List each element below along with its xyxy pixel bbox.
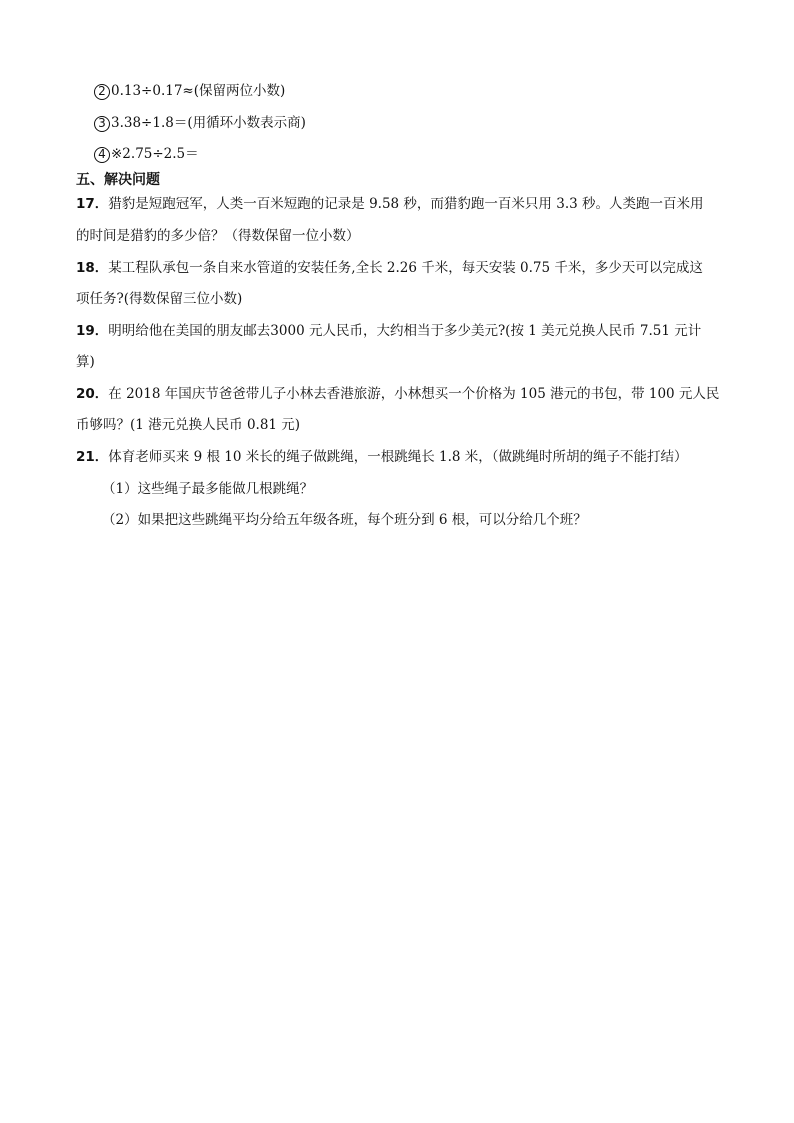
question-17-line-2: 的时间是猎豹的多少倍？（得数保留一位小数） [76, 228, 360, 244]
question-text: 猎豹是短跑冠军，人类一百米短跑的记录是 9.58 秒，而猎豹跑一百米只用 3.3 秒。人类跑一百米用 [108, 196, 704, 212]
question-text: 体育老师买来 9 根 10 米长的绳子做跳绳，一根跳绳长 1.8 米，（做跳绳时所胡的绳子不能打结） [108, 449, 688, 465]
question-20-line-2: 币够吗？(1 港元兑换人民币 0.81 元) [76, 417, 301, 433]
circled-number-3: 3 [94, 116, 110, 132]
question-text: 某工程队承包一条自来水管道的安装任务,全长 2.26 千米，每天安装 0.75 千米，多少天可以完成这 [108, 260, 703, 276]
question-17-line-1 [76, 195, 704, 213]
question-19-line-2: 算) [76, 354, 95, 370]
sub-item-text: 3.38÷1.8＝(用循环小数表示商) [111, 115, 306, 131]
question-number: 20． [76, 386, 109, 402]
question-number: 19． [76, 323, 109, 339]
question-18-line-1 [76, 259, 703, 277]
sub-item-text: 0.13÷0.17≈(保留两位小数) [111, 83, 286, 99]
circled-number-4: 4 [94, 147, 110, 163]
question-number: 21． [76, 449, 109, 465]
question-19-line-1 [76, 322, 701, 340]
question-text: 明明给他在美国的朋友邮去3000 元人民币，大约相当于多少美元?(按 1 美元兑换人民币 7.51 元计 [108, 323, 702, 339]
question-21-part-1: （1）这些绳子最多能做几根跳绳？ [102, 481, 314, 497]
question-number: 18． [76, 260, 109, 276]
sub-item-4 [94, 145, 199, 163]
sub-item-text: ※2.75÷2.5＝ [111, 146, 199, 162]
question-21-line-1 [76, 448, 688, 466]
question-number: 17． [76, 196, 109, 212]
question-18-line-2: 项任务?(得数保留三位小数) [76, 291, 243, 307]
question-text: 在 2018 年国庆节爸爸带儿子小林去香港旅游，小林想买一个价格为 105 港元的书包，带 100 元人民 [108, 386, 720, 402]
sub-item-3 [94, 114, 306, 132]
section-heading: 五、解决问题 [76, 172, 160, 188]
question-20-line-1 [76, 385, 719, 403]
circled-number-2: 2 [94, 84, 110, 100]
question-21-part-2: （2）如果把这些跳绳平均分给五年级各班，每个班分到 6 根，可以分给几个班？ [102, 512, 587, 528]
sub-item-2 [94, 82, 285, 100]
